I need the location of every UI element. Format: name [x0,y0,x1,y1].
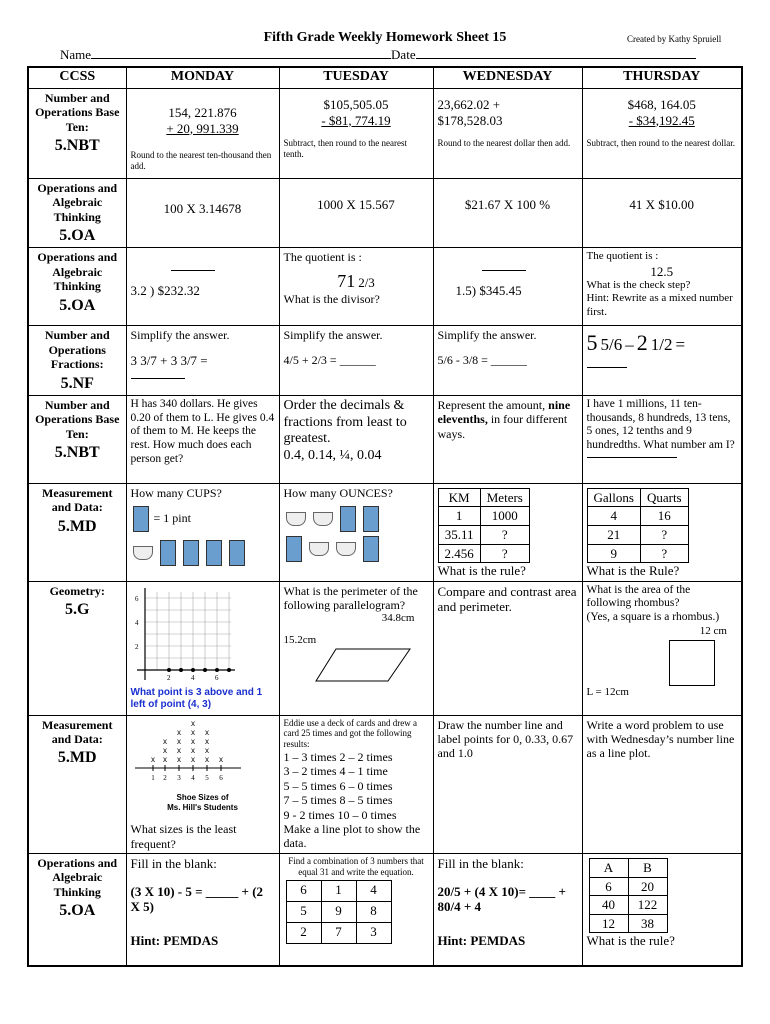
credit: Created by Kathy Spruiell [627,34,722,44]
wed-cell: KM Meters 1 1000 35.11 ? 2.456 ? What is the rule? [433,483,582,581]
svg-text:2: 2 [162,773,167,782]
milk-carton-icon [363,506,379,532]
name-line[interactable] [91,46,391,59]
tue-cell: Eddie use a deck of cards and drew a card 25 times and got the following results: 1 – 3 times 2 – 2 times 3 – 2 times 4 – 1 time 5 – 5 times 6 – 0 times 7 – 5 times 8 – 5 times 9 - 2 times 10 – 0 times Make a line plot to show the data. [279,715,433,853]
svg-text:x: x [176,736,181,746]
svg-text:x: x [204,754,209,764]
date-label: Date [391,47,416,62]
ccss-cell: Number and Operations Base Ten: 5.NBT [28,395,126,483]
svg-text:1: 1 [150,773,155,782]
svg-text:x: x [190,745,195,755]
tue-cell: $105,505.05 - $81, 774.19 Subtract, then round to the nearest tenth. [279,89,433,179]
svg-text:3: 3 [176,773,181,782]
name-date-row [60,46,730,63]
svg-text:x: x [204,745,209,755]
conversion-table: KM Meters 1 1000 35.11 ? 2.456 ? [438,488,530,563]
ccss-cell: Operations and Algebraic Thinking 5.OA [28,248,126,326]
svg-text:x: x [150,754,155,764]
milk-carton-icon [206,540,222,566]
cup-icon [313,512,333,526]
x-tick: 4 [190,673,194,682]
svg-text:x: x [204,727,209,737]
svg-text:x: x [190,736,195,746]
thu-cell: $468, 164.05 - $34,192.45 Subtract, then round to the nearest dollar. [582,89,742,179]
wed-cell: Compare and contrast area and perimeter. [433,581,582,715]
mon-cell: 154, 221.876 + 20, 991.339 Round to the nearest ten-thousand then add. [126,89,279,179]
number-grid: 6 1 4 5 9 8 2 7 3 [286,880,392,944]
division-bar [482,268,526,271]
thu-cell: Gallons Quarts 4 16 21 ? 9 ? What is the Rule? [582,483,742,581]
y-tick: 2 [134,642,138,651]
col-ccss: CCSS [28,67,126,89]
cup-icon [286,512,306,526]
mon-cell: 100 X 3.14678 [126,179,279,248]
mon-cell: Fill in the blank: (3 X 10) - 5 = _____ + (2 X 5) Hint: PEMDAS [126,854,279,966]
cup-icon [336,542,356,556]
coordinate-grid [131,584,249,684]
svg-text:x: x [176,727,181,737]
name-label: Name [60,47,92,62]
mon-cell: x x x x x x x x x x x x x x x x x x 1 2 3 4 5 6 Shoe Sizes of Ms. Hill's Students What sizes is the least frequent? [126,715,279,853]
answer-line[interactable] [587,357,627,368]
milk-carton-icon [160,540,176,566]
row-oa-2 [28,248,742,326]
milk-carton-icon [363,536,379,562]
col-monday: MONDAY [126,67,279,89]
x-tick: 6 [214,673,218,682]
svg-text:x: x [162,754,167,764]
milk-carton-icon [133,506,149,532]
wed-cell: Simplify the answer. 5/6 - 3/8 = ______ [433,326,582,395]
milk-carton-icon [183,540,199,566]
tue-cell: Order the decimals & fractions from least to greatest. 0.4, 0.14, ¼, 0.04 [279,395,433,483]
tue-cell: How many OUNCES? [279,483,433,581]
svg-text:x: x [204,736,209,746]
thu-cell: A B 6 20 40 122 12 38 What is the rule? [582,854,742,966]
row-md-1 [28,483,742,581]
division-bar [171,268,215,271]
row-nf [28,326,742,395]
row-oa-3 [28,854,742,966]
row-geometry [28,581,742,715]
thu-cell: The quotient is : 12.5 What is the check step? Hint: Rewrite as a mixed number first. [582,248,742,326]
wed-cell: Represent the amount, nine elevenths, in four different ways. [433,395,582,483]
y-tick: 4 [134,618,138,627]
header-row [28,67,742,89]
col-tuesday: TUESDAY [279,67,433,89]
tue-cell: Simplify the answer. 4/5 + 2/3 = ______ [279,326,433,395]
tue-cell: The quotient is : 71 2/3 What is the divisor? [279,248,433,326]
answer-line[interactable] [131,368,185,379]
mon-cell: Simplify the answer. 3 3/7 + 3 3/7 = [126,326,279,395]
wed-cell: 23,662.02 + $178,528.03 Round to the nearest dollar then add. [433,89,582,179]
cup-icon [133,546,153,560]
mon-cell: How many CUPS? = 1 pint [126,483,279,581]
thu-cell: 5 5/6 – 2 1/2 = [582,326,742,395]
y-tick: 6 [134,594,138,603]
ccss-cell: Operations and Algebraic Thinking 5.OA [28,854,126,966]
milk-carton-icon [340,506,356,532]
date-line[interactable] [416,46,696,59]
wed-cell: $21.67 X 100 % [433,179,582,248]
row-oa-1 [28,179,742,248]
function-table: A B 6 20 40 122 12 38 [589,858,668,933]
thu-cell: 41 X $10.00 [582,179,742,248]
ccss-cell: Operations and Algebraic Thinking 5.OA [28,179,126,248]
ccss-cell: Number and Operations Fractions: 5.NF [28,326,126,395]
col-wednesday: WEDNESDAY [433,67,582,89]
thu-cell: I have 1 millions, 11 ten-thousands, 8 hundreds, 13 tens, 5 ones, 12 tenths and 9 hundredths. What number am I? [582,395,742,483]
row-md-2 [28,715,742,853]
answer-line[interactable] [587,453,677,458]
tue-cell: What is the perimeter of the following parallelogram? 34.8cm 15.2cm [279,581,433,715]
wed-cell: Fill in the blank: 20/5 + (4 X 10)= ____ + 80/4 + 4 Hint: PEMDAS [433,854,582,966]
svg-text:x: x [190,727,195,737]
mon-cell: H has 340 dollars. He gives 0.20 of them to L. He gives 0.4 of them to M. He keeps the rest. How much does each person get? [126,395,279,483]
svg-text:x: x [190,718,195,728]
tue-cell: Find a combination of 3 numbers that equal 31 and write the equation. 6 1 4 5 9 8 2 7 3 [279,854,433,966]
thu-cell: What is the area of the following rhombus? (Yes, a square is a rhombus.) 12 cm L = 12cm [582,581,742,715]
mon-cell: 3.2 ) $232.32 [126,248,279,326]
row-nbt-1 [28,89,742,179]
ccss-cell: Geometry: 5.G [28,581,126,715]
x-tick: 2 [166,673,170,682]
homework-table [27,66,743,967]
thu-cell: Write a word problem to use with Wednesday’s number line as a line plot. [582,715,742,853]
ccss-cell: Number and Operations Base Ten: 5.NBT [28,89,126,179]
line-plot [131,718,251,790]
ccss-cell: Measurement and Data: 5.MD [28,483,126,581]
parallelogram-shape [314,647,414,683]
wed-cell: Draw the number line and label points for 0, 0.33, 0.67 and 1.0 [433,715,582,853]
milk-carton-icon [229,540,245,566]
tue-cell: 1000 X 15.567 [279,179,433,248]
page-title: Fifth Grade Weekly Homework Sheet 15 [263,30,507,45]
svg-text:6: 6 [218,773,223,782]
svg-text:4: 4 [190,773,195,782]
svg-text:x: x [190,754,195,764]
col-thursday: THURSDAY [582,67,742,89]
svg-text:x: x [218,754,223,764]
ccss-cell: Measurement and Data: 5.MD [28,715,126,853]
milk-carton-icon [286,536,302,562]
mon-cell: 6 4 2 2 4 6 What point is 3 above and 1 left of point (4, 3) [126,581,279,715]
cup-icon [309,542,329,556]
square-shape [669,640,715,686]
conversion-table: Gallons Quarts 4 16 21 ? 9 ? [587,488,689,563]
svg-text:5: 5 [204,773,209,782]
wed-cell: 1.5) $345.45 [433,248,582,326]
svg-text:x: x [176,745,181,755]
svg-text:x: x [162,736,167,746]
svg-text:x: x [162,745,167,755]
row-nbt-2 [28,395,742,483]
svg-text:x: x [176,754,181,764]
